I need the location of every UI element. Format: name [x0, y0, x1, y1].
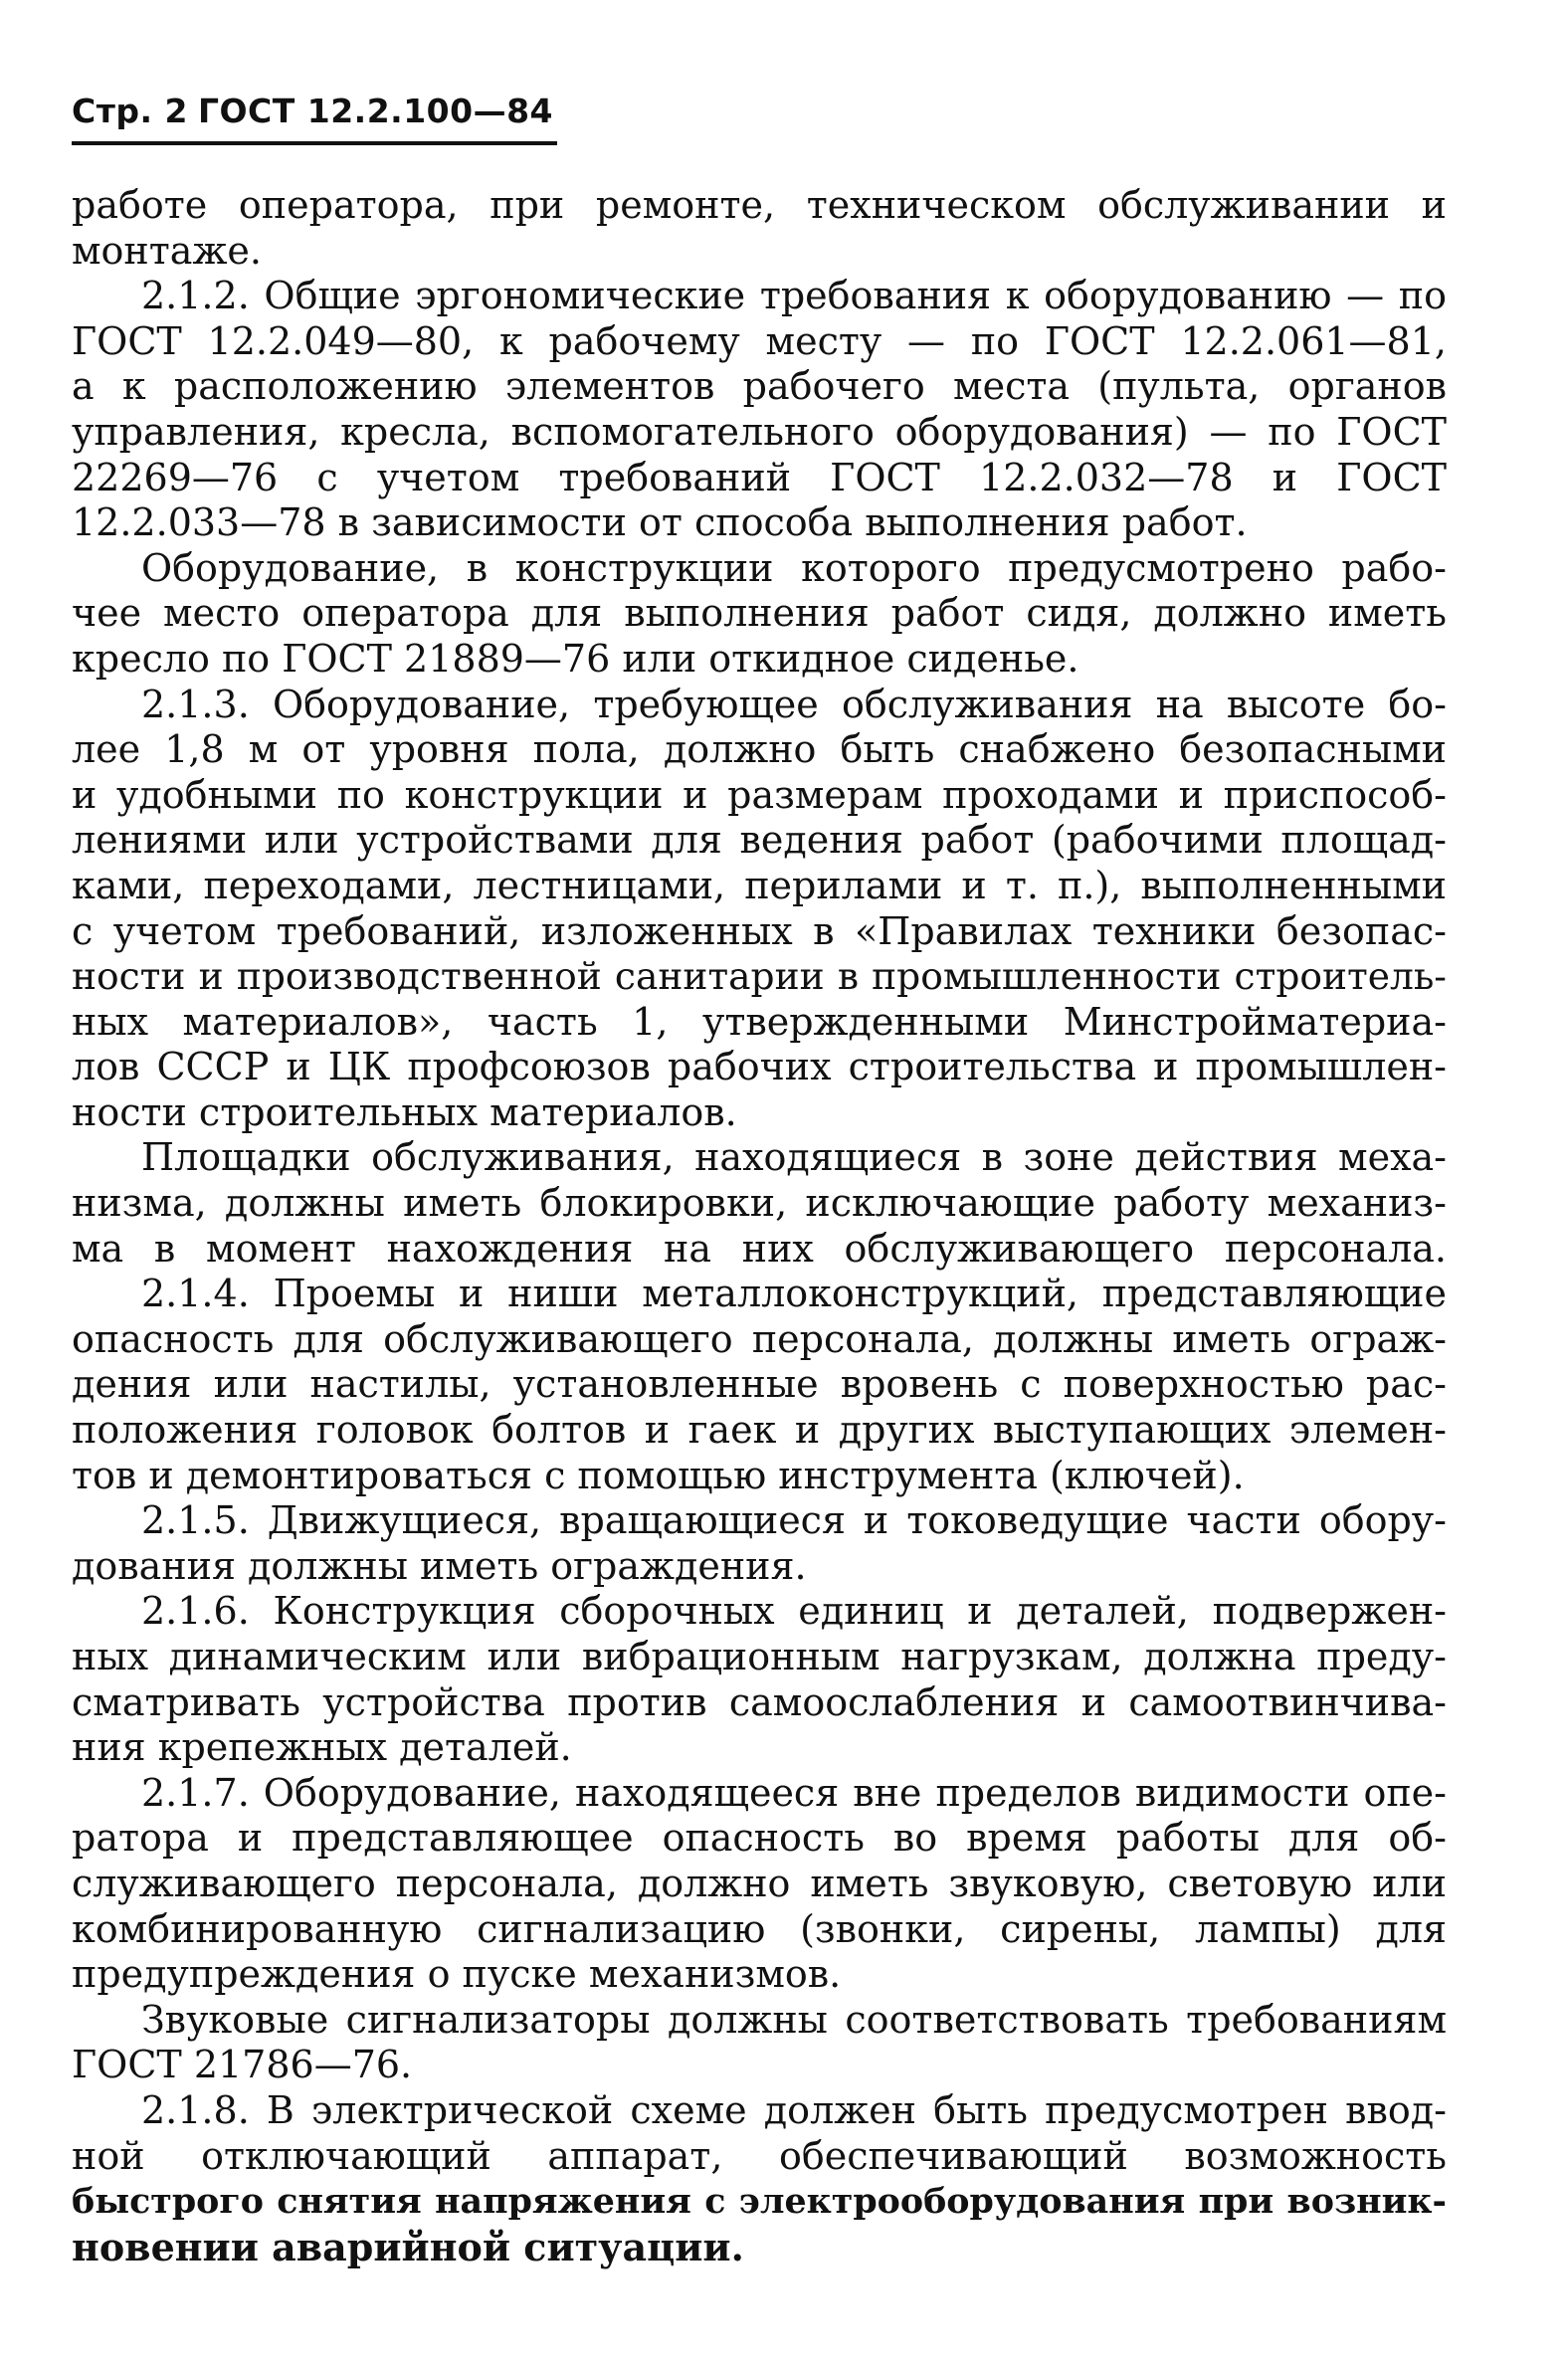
text-line: дования должны иметь ограждения. — [72, 1543, 807, 1588]
text-line: монтаже. — [72, 228, 262, 273]
text-line: ния крепежных деталей. — [72, 1725, 572, 1770]
text-line: ных материалов», часть 1, утвержденными Минстройматериа- — [72, 999, 1447, 1044]
text-line: ГОСТ 12.2.049—80, к рабочему месту — по ГОСТ 12.2.061—81, — [72, 318, 1447, 363]
text-line: ГОСТ 21786—76. — [72, 2043, 413, 2087]
text-line: ной отключающий аппарат, обеспечивающий возможность — [72, 2133, 1447, 2178]
text-line: 2.1.7. Оборудование, находящееся вне пределов видимости опе- — [141, 1770, 1447, 1815]
text-line: низма, должны иметь блокировки, исключающие работу механиз- — [72, 1181, 1447, 1226]
page-header — [72, 92, 557, 131]
page-number-label: Стр. 2 — [72, 92, 188, 130]
text-line: лее 1,8 м от уровня пола, должно быть снабжено безопасными — [72, 727, 1447, 772]
text-line: Оборудование, в конструкции которого предусмотрено рабо- — [141, 545, 1447, 590]
text-line: лов СССР и ЦК профсоюзов рабочих строительства и промышлен- — [72, 1045, 1447, 1089]
text-line: лениями или устройствами для ведения работ (рабочими площад- — [72, 818, 1447, 863]
text-line: 2.1.6. Конструкция сборочных единиц и деталей, подвержен- — [141, 1589, 1447, 1634]
text-line: сматривать устройства против самоослабления и самоотвинчива- — [72, 1679, 1447, 1724]
text-line: 2.1.4. Проемы и ниши металлоконструкций, представляющие — [141, 1272, 1447, 1316]
text-line: ных динамическим или вибрационным нагрузкам, должна преду- — [72, 1635, 1447, 1678]
text-line: с учетом требований, изложенных в «Правилах техники безопас- — [72, 908, 1447, 953]
text-line: предупреждения о пуске механизмов. — [72, 1952, 842, 1997]
text-line: дения или настилы, установленные вровень с поверхностью рас- — [72, 1362, 1447, 1407]
text-line: комбинированную сигнализацию (звонки, сирены, лампы) для — [72, 1906, 1447, 1951]
text-line: 2.1.2. Общие эргономические требования к оборудованию — по — [141, 274, 1447, 318]
text-line: 12.2.033—78 в зависимости от способа выполнения работ. — [72, 500, 1248, 545]
document-body — [72, 183, 1447, 2269]
text-line: новении аварийной ситуации. — [72, 2224, 744, 2269]
text-line: опасность для обслуживающего персонала, должны иметь ограж- — [72, 1316, 1447, 1361]
text-line: ности строительных материалов. — [72, 1089, 737, 1134]
text-line: положения головок болтов и гаек и других выступающих элемен- — [72, 1408, 1447, 1453]
text-line: быстрого снятия напряжения с электрооборудования при возник- — [72, 2181, 1447, 2223]
text-line: Площадки обслуживания, находящиеся в зоне действия меха- — [141, 1135, 1447, 1180]
text-line: 2.1.5. Движущиеся, вращающиеся и токоведущие части обору- — [141, 1498, 1447, 1543]
text-line: 22269—76 с учетом требований ГОСТ 12.2.032—78 и ГОСТ — [72, 455, 1447, 499]
text-line: ратора и представляющее опасность во время работы для об- — [72, 1816, 1447, 1861]
text-line: ками, переходами, лестницами, перилами и т. п.), выполненными — [72, 863, 1447, 907]
text-line: 2.1.3. Оборудование, требующее обслуживания на высоте бо- — [141, 682, 1447, 726]
text-line: работе оператора, при ремонте, техническом обслуживании и — [72, 183, 1447, 227]
header-text — [72, 92, 557, 131]
text-line: ности и производственной санитарии в промышленности строитель- — [72, 954, 1447, 999]
text-line: а к расположению элементов рабочего места (пульта, органов — [72, 364, 1447, 409]
text-line: служивающего персонала, должно иметь звуковую, световую или — [72, 1861, 1447, 1905]
standard-designation: ГОСТ 12.2.100—84 — [197, 92, 554, 130]
text-line: управления, кресла, вспомогательного оборудования) — по ГОСТ — [72, 409, 1447, 454]
text-line: и удобными по конструкции и размерам проходами и приспособ- — [72, 772, 1447, 817]
text-line: Звуковые сигнализаторы должны соответствовать требованиям — [141, 1997, 1447, 2042]
header-rule — [72, 141, 557, 145]
text-line: ма в момент нахождения на них обслуживающего персонала. — [72, 1226, 1447, 1271]
text-line: 2.1.8. В электрической схеме должен быть предусмотрен ввод- — [141, 2087, 1447, 2132]
text-line: кресло по ГОСТ 21889—76 или откидное сиденье. — [72, 636, 1079, 681]
text-line: чее место оператора для выполнения работ сидя, должно иметь — [72, 591, 1447, 636]
text-line: тов и демонтироваться с помощью инструмента (ключей). — [72, 1453, 1245, 1497]
